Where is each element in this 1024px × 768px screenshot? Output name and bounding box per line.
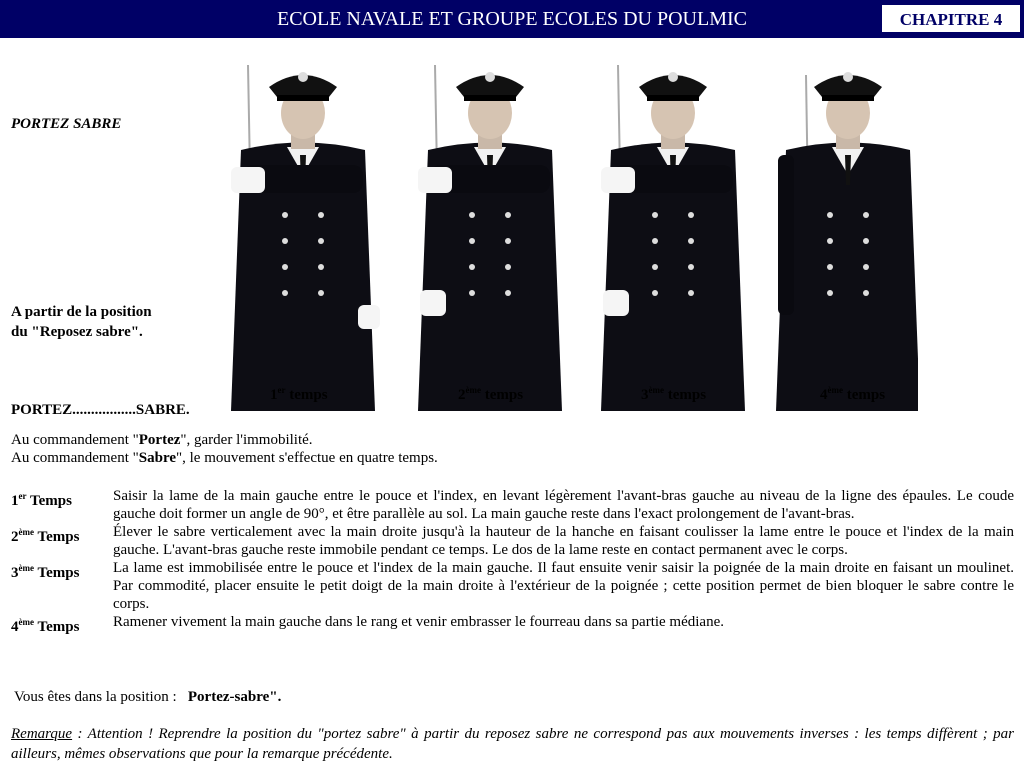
intro-keyword-portez: Portez [138, 432, 181, 448]
exercise-name: PORTEZ SABRE [11, 116, 122, 132]
caption-num: 2 [458, 387, 466, 403]
caption-sup: er [277, 385, 286, 395]
step-word: Temps [37, 529, 80, 545]
step-word: Temps [37, 619, 80, 635]
steps-list [11, 487, 1014, 636]
result-position [14, 688, 1017, 706]
step-text: Ramener vivement la main gauche dans le rang et venir embrasser le fourreau dans sa partie médiane. [113, 614, 724, 630]
caption-temps-4 [820, 385, 885, 404]
caption-label: temps [846, 387, 886, 403]
header-bar [0, 0, 1024, 38]
step-2 [11, 523, 1014, 559]
sailors-illustration [218, 55, 918, 411]
chapter-badge: CHAPITRE 4 [882, 5, 1020, 32]
start-position [11, 302, 152, 342]
step-1 [11, 487, 1014, 523]
intro-keyword-sabre: Sabre [138, 450, 176, 466]
caption-temps-2 [458, 385, 523, 404]
caption-num: 4 [820, 387, 828, 403]
step-sup: er [18, 491, 27, 501]
caption-sup: ème [648, 385, 664, 395]
step-word: Temps [29, 493, 72, 509]
step-label [11, 487, 113, 523]
caption-label: temps [289, 387, 328, 403]
step-num: 3 [11, 565, 19, 581]
step-label [11, 559, 113, 613]
intro-text [11, 431, 1014, 467]
caption-sup: ème [827, 385, 843, 395]
caption-temps-3 [641, 385, 706, 404]
sailor-figure-3 [601, 65, 745, 411]
document-title: ECOLE NAVALE ET GROUPE ECOLES DU POULMIC [276, 8, 748, 30]
photo-strip [218, 55, 918, 411]
caption-num: 3 [641, 387, 649, 403]
sailor-figure-4 [776, 72, 918, 411]
step-label [11, 523, 113, 559]
intro-text-part: Au commandement " [11, 450, 139, 466]
step-num: 1 [11, 493, 19, 509]
intro-text-part: ", garder l'immobilité. [180, 432, 313, 448]
step-word: Temps [37, 565, 80, 581]
step-sup: ème [18, 527, 34, 537]
step-sup: ème [18, 617, 34, 627]
step-num: 2 [11, 529, 19, 545]
caption-temps-1 [270, 385, 328, 404]
step-num: 4 [11, 619, 19, 635]
start-position-line1: A partir de la position [11, 304, 152, 320]
remark-text: : Attention ! Reprendre la position du "portez sabre" à partir du reposez sabre ne correspond pas aux mouvements inverses : les temps diffèrent ; par ailleurs, mêmes observations que pour la remarque précédente. [11, 726, 1014, 762]
intro-line-1 [11, 431, 1014, 449]
caption-num: 1 [270, 387, 278, 403]
command-text: PORTEZ.................SABRE. [11, 402, 190, 418]
intro-text-part: ", le mouvement s'effectue en quatre temps. [176, 450, 438, 466]
result-position-name: Portez-sabre". [187, 689, 282, 705]
sailor-figure-2 [418, 65, 562, 411]
result-prefix: Vous êtes dans la position : [14, 689, 181, 705]
caption-label: temps [667, 387, 707, 403]
step-3 [11, 559, 1014, 613]
caption-label: temps [484, 387, 524, 403]
step-label [11, 613, 113, 636]
remark-label: Remarque [11, 726, 73, 742]
caption-sup: ème [465, 385, 481, 395]
remark [11, 724, 1014, 764]
step-text: Saisir la lame de la main gauche entre le pouce et l'index, en levant légèrement l'avant-bras gauche au niveau de la ligne des épaules. Le coude gauche doit former un angle de 90°, et être parallèle au sol. La main gauche reste dans l'exact prolongement de l'avant-bras. [113, 488, 1014, 522]
intro-line-2 [11, 449, 1014, 467]
step-sup: ème [18, 563, 34, 573]
step-text: La lame est immobilisée entre le pouce et l'index de la main gauche. Il faut ensuite venir saisir la poignée de la main droite en faisant un moulinet. Par commodité, placer ensuite le petit doigt de la main droite à l'extérieur de la poignée ; cette position permet de bien bloquer le sabre contre le corps. [113, 560, 1014, 612]
sailor-figure-1 [231, 65, 380, 411]
step-4 [11, 613, 1014, 636]
step-text: Élever le sabre verticalement avec la main droite jusqu'à la hauteur de la hanche en faisant coulisser la lame entre le pouce et l'index de la main gauche. L'avant-bras gauche reste immobile pendant ce temps. Le dos de la lame reste en contact permanent avec le corps. [113, 524, 1014, 558]
intro-text-part: Au commandement " [11, 432, 139, 448]
start-position-line2: du "Reposez sabre". [11, 324, 143, 340]
